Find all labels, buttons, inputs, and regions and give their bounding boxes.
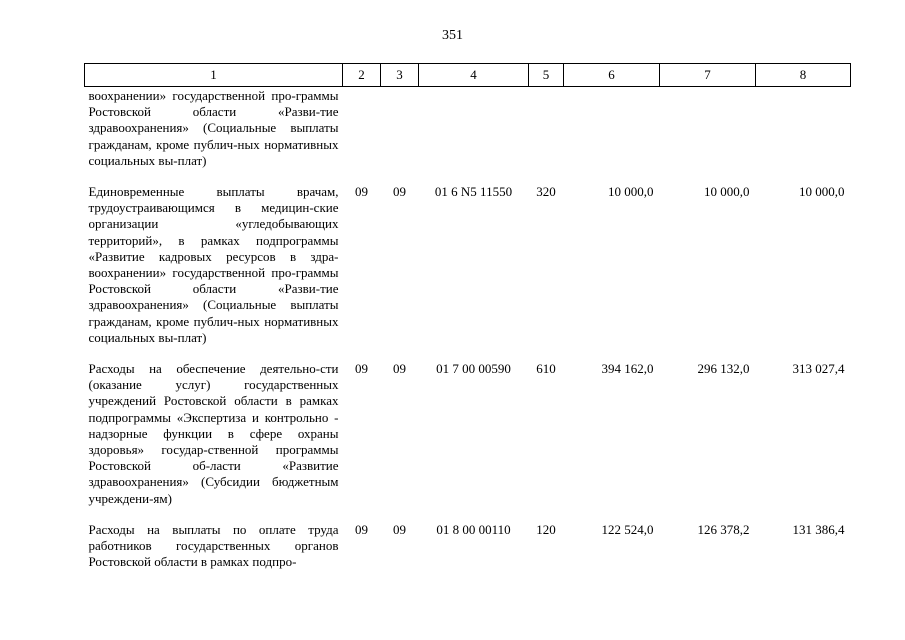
col-header-7: 7 [660, 64, 756, 87]
cell-target-article: 01 8 00 00110 [436, 521, 511, 537]
col-header-8: 8 [756, 64, 851, 87]
cell-amount-2: 296 132,0 [697, 361, 750, 377]
cell-amount-1: 10 000,0 [608, 184, 654, 200]
row-description: Расходы на выплаты по оплате труда работников государственных органов Ростовской области в рамках подпро- [88, 521, 339, 570]
col-header-1: 1 [85, 64, 343, 87]
row-description: воохранении» государственной про-граммы Ростовской области «Разви-тие здравоохранения» (Социальные выплаты гражданам, кроме публич-ных нормативных социальных вы-плат) [88, 88, 339, 168]
col-header-4: 4 [419, 64, 529, 87]
cell-target-article [419, 87, 529, 178]
cell-amount-2 [660, 87, 756, 178]
page-number: 351 [442, 28, 463, 43]
cell-section [343, 87, 381, 178]
cell-expense-type: 610 [536, 361, 556, 377]
cell-subsection: 09 [393, 521, 406, 537]
cell-section: 09 [355, 521, 368, 537]
cell-amount-2: 126 378,2 [697, 521, 750, 537]
cell-expense-type: 320 [536, 184, 556, 200]
cell-section: 09 [355, 361, 368, 377]
cell-section: 09 [355, 184, 368, 200]
cell-amount-3: 10 000,0 [799, 184, 845, 200]
col-header-2: 2 [343, 64, 381, 87]
cell-amount-1: 122 524,0 [601, 521, 654, 537]
budget-table [84, 63, 851, 578]
row-description: Единовременные выплаты врачам, трудоустраивающимся в медицин-ские организации «угледобывающих территорий», в рамках подпрограммы «Развитие кадровых ресурсов в здра-воохранении» государственной про-граммы Ростовской области «Разви-тие здравоохранения» (Социальные выплаты гражданам, кроме публич-ных нормативных социальных вы-плат) [88, 184, 339, 345]
cell-expense-type [529, 87, 564, 178]
row-description: Расходы на обеспечение деятельно-сти (оказание услуг) государственных учреждений Ростовской области в рамках подпрограммы «Экспертиза и контрольно - надзорные функции в сфере охраны здоровья» государ-ственной программы Ростовской об-ласти «Развитие здравоохранения» (Субсидии бюджетным учреждени-ям) [88, 361, 339, 506]
cell-amount-1 [564, 87, 660, 178]
table-row [85, 177, 851, 354]
table-row [85, 87, 851, 178]
cell-amount-1: 394 162,0 [601, 361, 654, 377]
col-header-3: 3 [381, 64, 419, 87]
col-header-6: 6 [564, 64, 660, 87]
table-row [85, 354, 851, 515]
cell-subsection: 09 [393, 361, 406, 377]
cell-subsection: 09 [393, 184, 406, 200]
cell-amount-3: 313 027,4 [792, 361, 845, 377]
cell-expense-type: 120 [536, 521, 556, 537]
header-row [85, 64, 851, 87]
table-row [85, 515, 851, 579]
cell-subsection [381, 87, 419, 178]
cell-amount-3: 131 386,4 [792, 521, 845, 537]
cell-amount-3 [756, 87, 851, 178]
cell-amount-2: 10 000,0 [704, 184, 750, 200]
col-header-5: 5 [529, 64, 564, 87]
cell-target-article: 01 6 N5 11550 [434, 184, 513, 200]
cell-target-article: 01 7 00 00590 [436, 361, 511, 377]
